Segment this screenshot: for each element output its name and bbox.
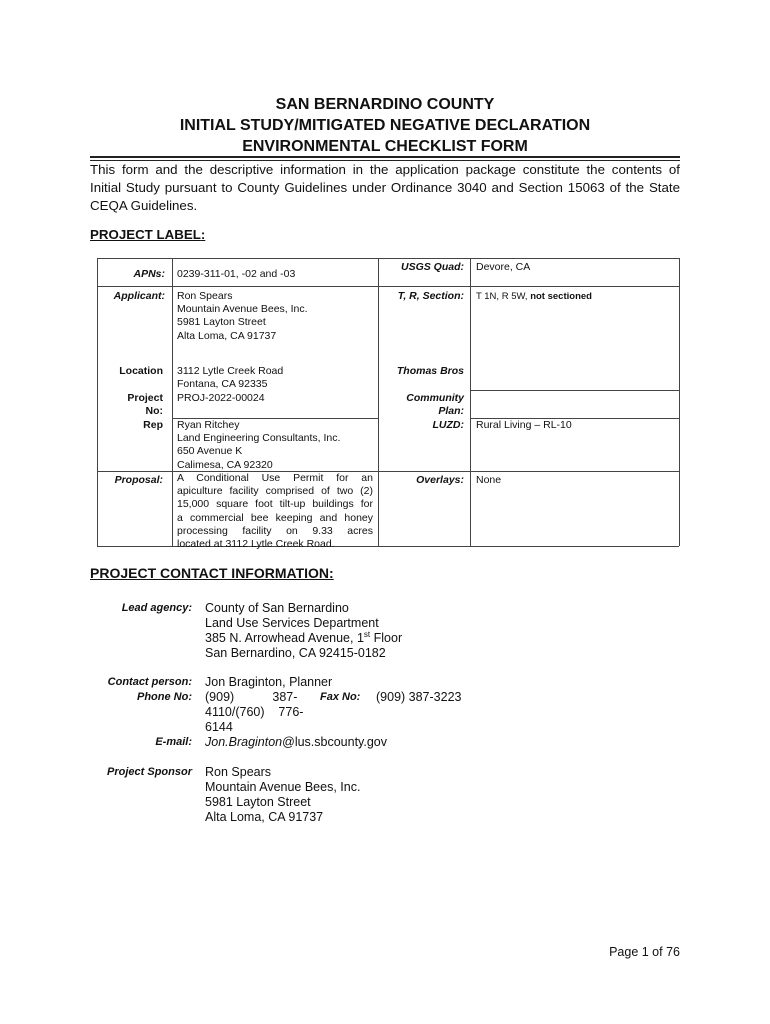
community-plan-label	[378, 392, 464, 418]
thomas-bros-label: Thomas Bros	[396, 365, 464, 377]
sponsor-line: Ron Spears	[205, 765, 272, 779]
phone-line: 6144	[205, 720, 233, 734]
apns-label: APNs:	[133, 268, 165, 280]
lead-agency-address: 385 N. Arrowhead Avenue, 1	[205, 631, 364, 645]
community-plan-label-line: Plan:	[438, 405, 464, 418]
location-line: Fontana, CA 92335	[177, 378, 268, 391]
title-rule-thick	[90, 156, 680, 158]
project-label-heading-text: PROJECT LABEL	[90, 227, 201, 242]
project-label-heading-colon: :	[200, 227, 206, 242]
sponsor-line: Alta Loma, CA 91737	[205, 810, 324, 824]
applicant-line: Mountain Avenue Bees, Inc.	[177, 303, 308, 316]
contact-person-value: Jon Braginton, Planner	[205, 675, 333, 689]
fax-label: Fax No:	[320, 691, 361, 703]
location-line: 3112 Lytle Creek Road	[177, 365, 284, 377]
overlays-label: Overlays:	[416, 474, 464, 486]
apns-value: 0239-311-01, -02 and -03	[177, 268, 296, 280]
table-border-right	[679, 258, 680, 546]
project-sponsor-label: Project Sponsor	[107, 766, 192, 778]
applicant-value	[177, 290, 308, 343]
location-label: Location	[119, 365, 163, 377]
community-plan-label-line: Community	[406, 392, 464, 404]
trs-value-plain: T 1N, R 5W,	[476, 291, 531, 302]
table-divider	[470, 258, 471, 546]
project-label-table	[97, 258, 680, 551]
rep-line: Ryan Ritchey	[177, 419, 240, 431]
usgs-quad-label: USGS Quad:	[400, 261, 464, 273]
lead-agency-value	[205, 601, 402, 661]
table-divider	[172, 258, 173, 546]
email-label: E-mail:	[155, 736, 192, 748]
luzd-label: LUZD:	[432, 419, 464, 431]
location-value	[177, 365, 283, 391]
applicant-line: Alta Loma, CA 91737	[177, 329, 277, 342]
table-divider	[97, 286, 679, 287]
usgs-quad-value: Devore, CA	[476, 261, 531, 273]
intro-line: CEQA Guidelines.	[90, 198, 198, 213]
trs-value	[476, 290, 592, 303]
proposal-line: A Conditional Use Permit for an	[177, 472, 373, 484]
overlays-value: None	[476, 474, 502, 486]
project-no-value: PROJ-2022-00024	[177, 392, 265, 404]
applicant-line: 5981 Layton Street	[177, 316, 266, 329]
trs-value-bold: not sectioned	[530, 291, 592, 302]
applicant-line: Ron Spears	[177, 290, 233, 302]
lead-agency-line	[205, 631, 402, 646]
applicant-label: Applicant:	[113, 290, 165, 302]
phone-line: (909) 387-	[205, 690, 298, 704]
page-number: Page 1 of 76	[609, 945, 680, 959]
rep-line: Calimesa, CA 92320	[177, 458, 273, 471]
rep-value	[177, 419, 340, 472]
title-county: SAN BERNARDINO COUNTY	[275, 96, 495, 113]
sponsor-line: 5981 Layton Street	[205, 795, 311, 809]
proposal-line: processing facility on 9.33 acres	[177, 524, 373, 537]
contact-heading: PROJECT CONTACT INFORMATION:	[90, 565, 334, 581]
email-user: Jon.Braginton	[205, 735, 283, 749]
ordinal-suffix: st	[363, 629, 371, 639]
phone-label: Phone No:	[137, 691, 192, 703]
project-label-heading	[90, 227, 205, 242]
phone-value	[205, 690, 317, 735]
fax-value: (909) 387-3223	[376, 690, 462, 704]
proposal-line: apiculture facility comprised of two (2)	[177, 485, 373, 498]
title-study: INITIAL STUDY/MITIGATED NEGATIVE DECLARATION	[179, 117, 591, 134]
proposal-label: Proposal:	[114, 474, 163, 486]
intro-line: This form and the descriptive information in the application package constitute the contents of	[90, 162, 680, 177]
rep-label: Rep	[143, 419, 163, 431]
proposal-line: 15,000 square foot tilt-up buildings for	[177, 498, 373, 511]
proposal-value	[177, 472, 373, 551]
table-border-top	[97, 258, 679, 259]
table-divider	[470, 390, 679, 391]
intro-paragraph	[90, 161, 680, 215]
phone-line: 4110/(760) 776-	[205, 705, 304, 719]
project-sponsor-value	[205, 765, 360, 825]
lead-agency-label: Lead agency:	[121, 602, 192, 614]
lead-agency-line: San Bernardino, CA 92415-0182	[205, 646, 386, 660]
lead-agency-line: County of San Bernardino	[205, 601, 349, 615]
proposal-line: a commercial bee keeping and honey	[177, 511, 373, 524]
lead-agency-floor: Floor	[370, 631, 403, 645]
lead-agency-line: Land Use Services Department	[205, 616, 379, 630]
luzd-value: Rural Living – RL-10	[476, 419, 572, 431]
contact-person-label: Contact person:	[107, 676, 192, 688]
email-domain: @lus.sbcounty.gov	[282, 735, 388, 749]
project-no-label-line: Project	[127, 392, 163, 404]
email-value[interactable]	[205, 735, 387, 750]
project-no-label	[97, 392, 163, 418]
proposal-line: located at 3112 Lytle Creek Road.	[177, 538, 335, 551]
rep-line: 650 Avenue K	[177, 445, 243, 458]
title-form: ENVIRONMENTAL CHECKLIST FORM	[242, 138, 528, 155]
rep-line: Land Engineering Consultants, Inc.	[177, 432, 341, 445]
project-no-label-line: No:	[145, 405, 163, 418]
intro-line: Initial Study pursuant to County Guidelines under Ordinance 3040 and Section 15063 of the State	[90, 180, 680, 195]
trs-label: T, R, Section:	[397, 290, 464, 302]
sponsor-line: Mountain Avenue Bees, Inc.	[205, 780, 361, 794]
